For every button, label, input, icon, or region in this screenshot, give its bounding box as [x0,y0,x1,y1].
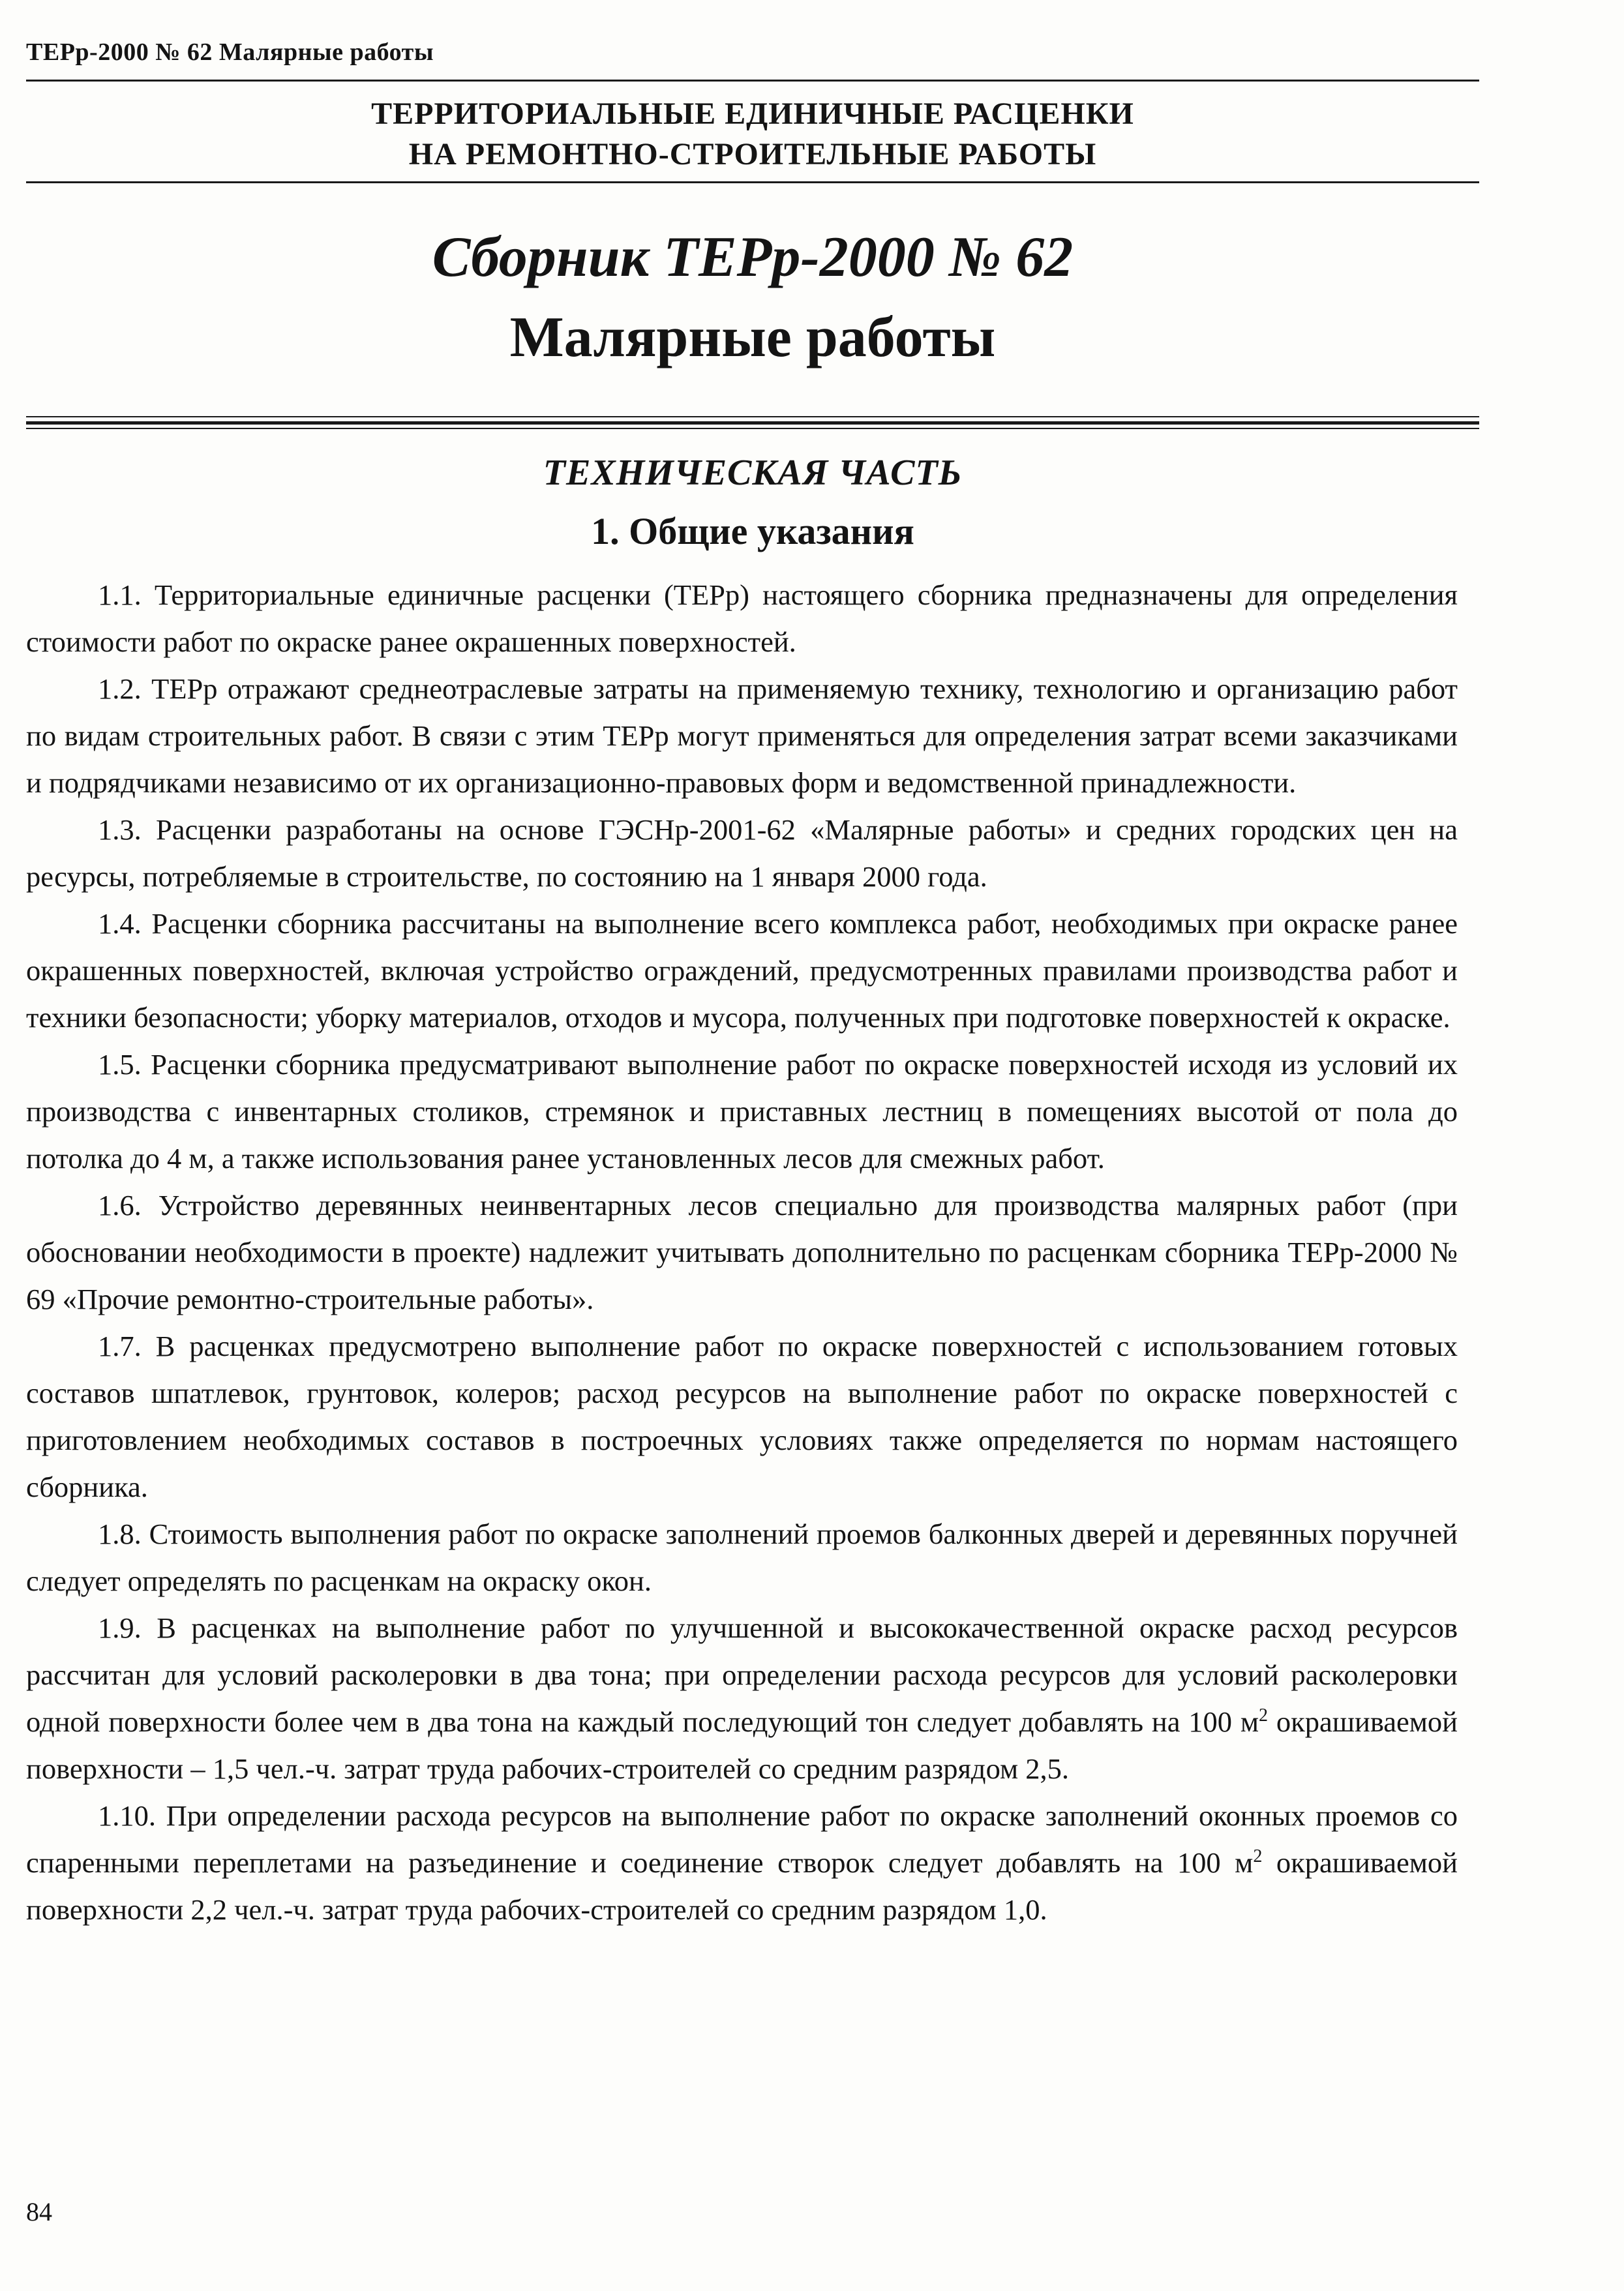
paragraph-1-4: 1.4. Расценки сборника рассчитаны на выполнение всего комплекса работ, необходимых при окраске ранее окрашенных поверхностей, включая устройство ограждений, предусмотренных правилами производства работ и техники безопасности; уборку материалов, отходов и мусора, полученных при подготовке поверхностей к окраске. [26,907,1458,1034]
paragraph-1-9 [26,1604,1458,1792]
paragraph-1-10-text: 1.10. При определении расхода ресурсов на выполнение работ по окраске заполнений оконных проемов со спаренными переплетами на разъединение и соединение створок следует добавлять на 100 м [26,1799,1458,1879]
collection-title: Сборник ТЕРр-2000 № 62 [432,226,1074,289]
paragraph-1-10-text-end: окрашиваемой поверхности 2,2 чел.-ч. затрат труда рабочих-строителей со средним разрядом 1,0. [26,1846,1458,1926]
running-head: ТЕРр-2000 № 62 Малярные работы [26,38,434,66]
paragraph-1-9-text: 1.9. В расценках на выполнение работ по улучшенной и высококачественной окраске расход ресурсов рассчитан для условий расколеровки в два тона; при определении расхода ресурсов для условий расколеровки одной поверхности более чем в два тона на каждый последующий тон следует добавлять на 100 м [26,1611,1458,1738]
body-text [26,571,1458,1933]
title-rule [26,181,1479,183]
document-title-line-1: ТЕРРИТОРИАЛЬНЫЕ ЕДИНИЧНЫЕ РАСЦЕНКИ [371,97,1134,131]
paragraph-1-9-text-end: окрашиваемой поверхности – 1,5 чел.-ч. затрат труда рабочих-строителей со средним разрядом 2,5. [26,1705,1458,1785]
paragraph-1-6: 1.6. Устройство деревянных неинвентарных лесов специально для производства малярных работ (при обосновании необходимости в проекте) надлежит учитывать дополнительно по расценкам сборника ТЕРр-2000 № 69 «Прочие ремонтно-строительные работы». [26,1189,1458,1315]
paragraph-1-7: 1.7. В расценках предусмотрено выполнение работ по окраске поверхностей с использованием готовых составов шпатлевок, грунтовок, колеров; расход ресурсов на выполнение работ по окраске поверхностей с приготовлением необходимых составов в построечных условиях также определяется по нормам настоящего сборника. [26,1330,1458,1503]
paragraph-1-10 [26,1792,1458,1933]
triple-rule-bottom [26,428,1479,429]
document-title [26,94,1479,175]
paragraph-1-1: 1.1. Территориальные единичные расценки (ТЕРр) настоящего сборника предназначены для определения стоимости работ по окраске ранее окрашенных поверхностей. [26,578,1458,658]
page-number: 84 [26,2197,52,2226]
superscript-2: 2 [1253,1846,1263,1867]
header-rule [26,80,1479,82]
document-title-line-2: НА РЕМОНТНО-СТРОИТЕЛЬНЫЕ РАБОТЫ [408,137,1097,172]
paragraph-1-2: 1.2. ТЕРр отражают среднеотраслевые затраты на применяемую технику, технологию и организацию работ по видам строительных работ. В связи с этим ТЕРр могут применяться для определения затрат всеми заказчиками и подрядчиками независимо от их организационно-правовых форм и ведомственной принадлежности. [26,672,1458,799]
paragraph-1-5: 1.5. Расценки сборника предусматривают выполнение работ по окраске поверхностей исходя из условий их производства с инвентарных столиков, стремянок и приставных лестниц в помещениях высотой от пола до потолка до 4 м, а также использования ранее установленных лесов для смежных работ. [26,1048,1458,1175]
section-heading: 1. Общие указания [591,510,914,552]
part-heading: ТЕХНИЧЕСКАЯ ЧАСТЬ [543,453,963,493]
paragraph-1-8: 1.8. Стоимость выполнения работ по окраске заполнений проемов балконных дверей и деревянных поручней следует определять по расценкам на окраску окон. [26,1518,1458,1597]
triple-rule-middle [26,421,1479,425]
collection-subject: Малярные работы [509,306,996,369]
triple-rule-top [26,416,1479,417]
paragraph-1-3: 1.3. Расценки разработаны на основе ГЭСНр-2001-62 «Малярные работы» и средних городских цен на ресурсы, потребляемые в строительстве, по состоянию на 1 января 2000 года. [26,813,1458,893]
superscript-2: 2 [1259,1705,1269,1726]
